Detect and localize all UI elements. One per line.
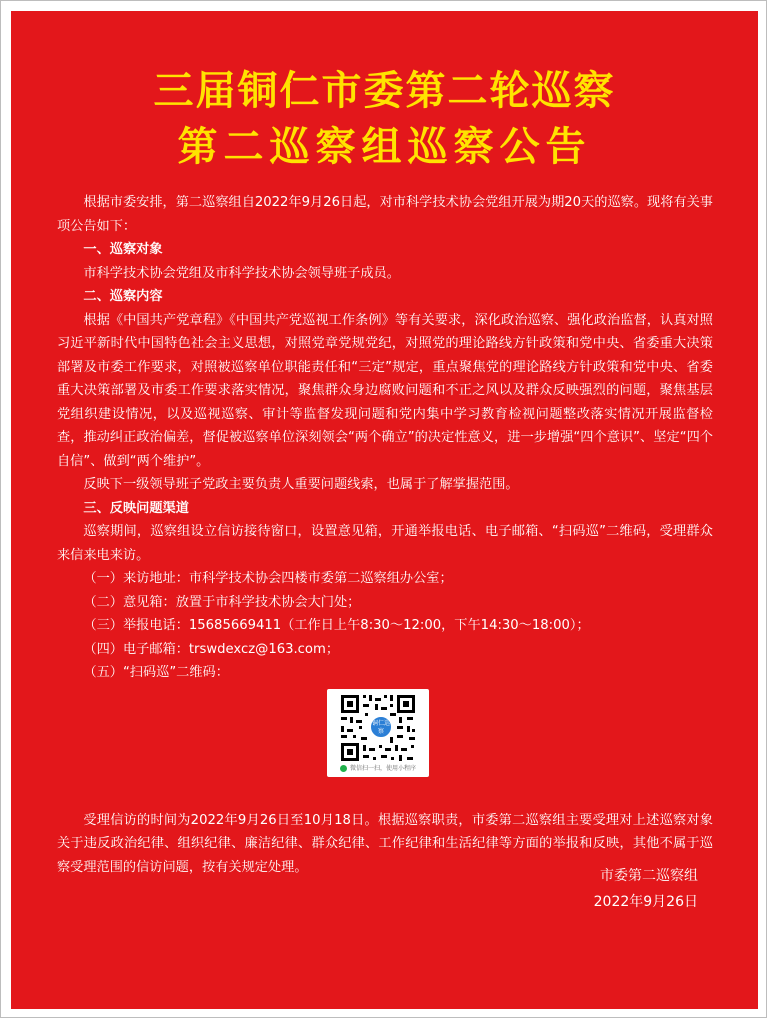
qr-center-logo: 铜仁巡察 [369, 715, 393, 739]
title-line-2: 第二巡察组巡察公告 [177, 124, 592, 170]
title-line-1: 三届铜仁市委第二轮巡察 [153, 68, 616, 114]
qr-code-card[interactable] [327, 689, 429, 777]
section-1-text: 市科学技术协会党组及市科学技术协会领导班子成员。 [83, 265, 400, 281]
signature-date: 2022年9月26日 [593, 894, 698, 910]
qr-caption-text: 微信扫一扫，使用小程序 [349, 764, 416, 772]
section-2-text-1: 根据《中国共产党章程》《中国共产党巡视工作条例》等有关要求，深化政治巡察、强化政治监督，认真对照习近平新时代中国特色社会主义思想，对照党章党规党纪，对照党的理论路线方针政策和党中央、省委重大决策部署及市委工作要求，对照被巡察单位职能责任和“三定”规定，重点聚焦党的理论路线方针政策和党中央、省委重大决策部署及市委工作要求落实情况，聚焦群众身边腐败问题和不正之风以及群众反映强烈的问题，聚焦基层党组织建设情况，以及巡视巡察、审计等监督发现问题和党内集中学习教育检视问题整改落实情况开展监督检查，推动纠正政治偏差，督促被巡察单位深刻领会“两个确立”的决定性意义，进一步增强“四个意识”、坚定“四个自信”、做到“两个维护”。 [57, 312, 713, 469]
intro-paragraph: 根据市委安排，第二巡察组自2022年9月26日起，对市科学技术协会党组开展为期20天的巡察。现将有关事项公告如下： [57, 195, 713, 234]
closing-paragraph: 受理信访的时间为2022年9月26日至10月18日。根据巡察职责，市委第二巡察组主要受理对上述巡察对象关于违反政治纪律、组织纪律、廉洁纪律、群众纪律、工作纪律和生活纪律等方面的举报和反映，其他不属于巡察受理范围的信访问题，按有关规定处理。 [57, 812, 713, 875]
spacer [57, 777, 713, 809]
channel-item-phone: （三）举报电话：15685669411（工作日上午8:30～12:00，下午14:30～18:00）； [83, 618, 590, 633]
channel-item-qrcode: （五）“扫码巡”二维码： [83, 665, 229, 680]
section-1-heading: 一、巡察对象 [83, 242, 163, 257]
channel-item-visit: （一）来访地址：市科学技术协会四楼市委第二巡察组办公室； [83, 571, 453, 586]
channel-item-mailbox: （二）意见箱：放置于市科学技术协会大门处； [83, 594, 361, 610]
wechat-icon [340, 765, 347, 772]
qr-caption [331, 764, 425, 774]
announcement-poster [11, 11, 758, 1009]
announcement-body [57, 191, 713, 879]
section-2-heading: 二、巡察内容 [83, 289, 163, 304]
signature-block [594, 863, 698, 915]
section-3-heading: 三、反映问题渠道 [83, 500, 189, 516]
signature-org: 市委第二巡察组 [600, 868, 698, 884]
section-3-text: 巡察期间，巡察组设立信访接待窗口，设置意见箱，开通举报电话、电子邮箱、“扫码巡”二维码，受理群众来信来电来访。 [57, 524, 713, 563]
section-2-text-2: 反映下一级领导班子党政主要负责人重要问题线索，也属于了解掌握范围。 [83, 477, 519, 492]
channel-item-email: （四）电子邮箱：trswdexcz@163.com； [83, 641, 340, 657]
